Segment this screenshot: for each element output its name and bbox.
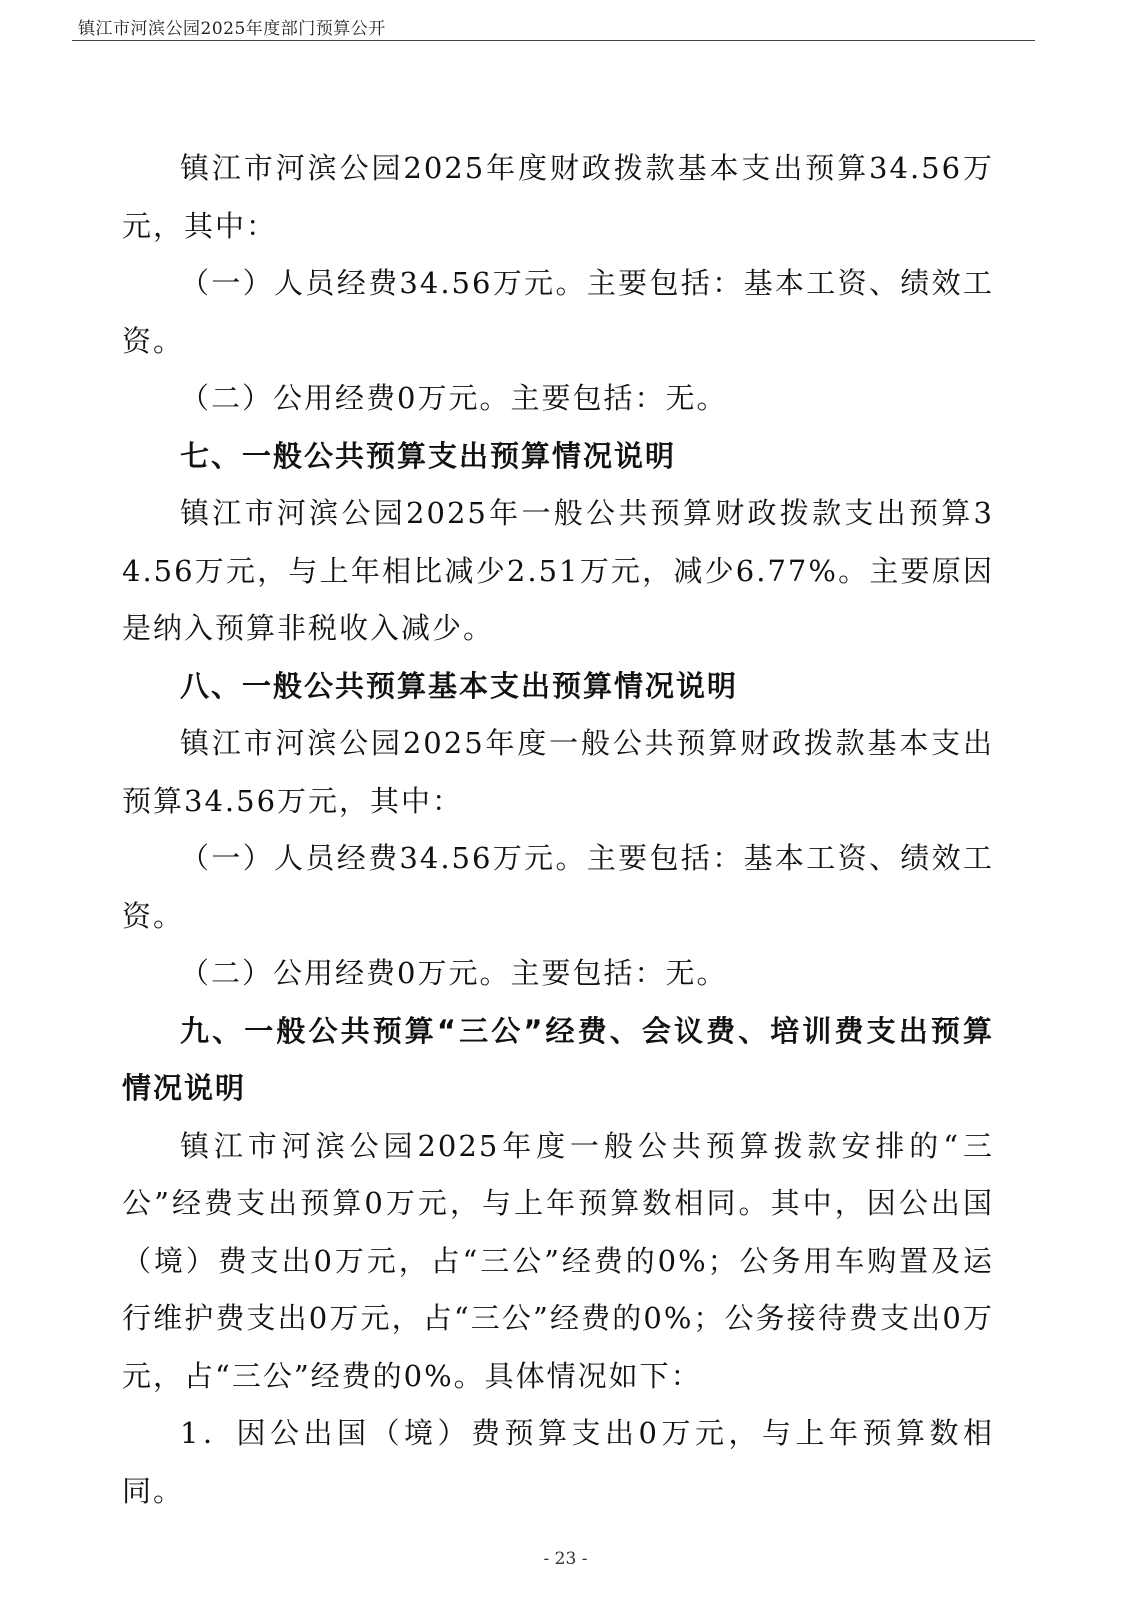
- section-heading-7: 七、一般公共预算支出预算情况说明: [180, 438, 677, 473]
- paragraph-overseas-travel: 1．因公出国（境）费预算支出0万元，与上年预算数相同。: [122, 1416, 994, 1508]
- paragraph-public-expense: （二）公用经费0万元。主要包括：无。: [180, 381, 728, 415]
- paragraph-general-budget: 镇江市河滨公园2025年一般公共预算财政拨款支出预算34.56万元，与上年相比减少2.51万元，减少6.77%。主要原因是纳入预算非税收入减少。: [122, 496, 994, 645]
- section-heading-8: 八、一般公共预算基本支出预算情况说明: [180, 668, 739, 703]
- paragraph-personnel-expense: （一）人员经费34.56万元。主要包括：基本工资、绩效工资。: [122, 266, 994, 358]
- section-heading-9: 九、一般公共预算“三公”经费、会议费、培训费支出预算情况说明: [122, 1013, 994, 1105]
- paragraph-personnel-expense-2: （一）人员经费34.56万元。主要包括：基本工资、绩效工资。: [122, 841, 994, 933]
- page-number: - 23 -: [543, 1549, 588, 1569]
- paragraph-basic-expenditure: 镇江市河滨公园2025年度财政拨款基本支出预算34.56万元，其中：: [122, 151, 994, 243]
- paragraph-general-basic-expenditure: 镇江市河滨公园2025年度一般公共预算财政拨款基本支出预算34.56万元，其中：: [122, 726, 994, 818]
- document-body: [122, 140, 994, 1520]
- running-header: 镇江市河滨公园2025年度部门预算公开: [78, 19, 386, 39]
- paragraph-public-expense-2: （二）公用经费0万元。主要包括：无。: [180, 956, 728, 990]
- paragraph-three-public-expenses: 镇江市河滨公园2025年度一般公共预算拨款安排的“三公”经费支出预算0万元，与上年预算数相同。其中，因公出国（境）费支出0万元，占“三公”经费的0%；公务用车购置及运行维护费支出0万元，占“三公”经费的0%；公务接待费支出0万元，占“三公”经费的0%。具体情况如下：: [122, 1128, 994, 1393]
- header-divider: [72, 40, 1035, 41]
